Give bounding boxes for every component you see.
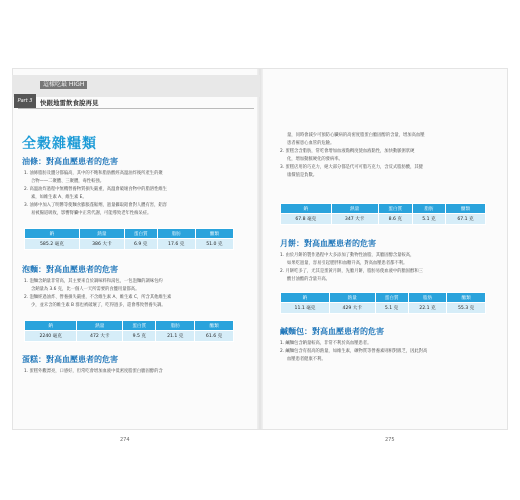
section-body-cake	[24, 368, 244, 376]
table-cell: 67.1 克	[446, 214, 486, 225]
body-line: 2. 泡麵經過油炸、營養損失嚴重，不含維生素 A、維生素 C，所含其他維生素	[24, 295, 172, 300]
body-line: 1. 蛋糕外觀漂亮，口感好，但常吃會增加血液中低密度脂蛋白膽固醇的含	[24, 369, 163, 374]
section-body-salty-bread	[280, 340, 498, 364]
table-row	[281, 303, 486, 314]
body-line: 1. 油條脂肪及鹽分都偏高，其中的不飽和脂肪酸經高溫油炸後所產生的聚	[24, 171, 163, 176]
table-header: 蛋白質	[375, 293, 408, 303]
table-header: 脂肪	[408, 293, 447, 303]
body-line: 患者罹患心血管的危險。	[287, 141, 335, 146]
table-cell: 429 大卡	[329, 303, 375, 314]
table-cell: 2240 毫克	[25, 331, 77, 342]
table-cell: 6.9 克	[124, 239, 157, 250]
table-cell: 21.1 克	[156, 331, 195, 342]
body-line: 2. 月餅吃多了，尤其是蛋黃月餅，先膽月餅，脂肪易使血液中的膽固醇和三	[280, 269, 423, 274]
body-line: 化，增加動脈硬化的發病率。	[287, 157, 343, 162]
section-title-cake: 蛋糕：對高血壓患者的危害	[22, 355, 118, 364]
header-rule	[18, 108, 254, 109]
table-cell: 17.6 克	[157, 239, 195, 250]
body-line: 3. 蛋糕店用的巧克力，絕大部分都是代可可脂巧克力，含反式脂肪酸，其健	[280, 165, 423, 170]
table-cell: 61.6 克	[195, 331, 234, 342]
table-header: 蛋白質	[124, 229, 157, 239]
table-header: 醣類	[195, 321, 234, 331]
section-title-noodles: 泡麵：對高血壓患者的危害	[22, 265, 118, 274]
nutrition-table-mooncake	[280, 292, 486, 314]
body-line: 1. 泡麵含鈉量非常高，其主要來自於調味料和湯包，一包泡麵的調味包約	[24, 279, 163, 284]
table-cell: 472 大卡	[77, 331, 123, 342]
section-body-mooncake	[280, 252, 498, 284]
table-cell: 5.1 克	[412, 214, 445, 225]
body-line: 1. 鹹麵包含鈉量較高，非常不利於高血壓患者。	[280, 341, 372, 346]
body-line: 如果吃過量，容易引起肥胖和血糖升高，對高血壓患者都不利。	[287, 261, 408, 266]
table-header: 脂肪	[156, 321, 195, 331]
page-number-left: 274	[120, 437, 130, 443]
table-header: 鈉	[25, 321, 77, 331]
book-gutter	[257, 69, 263, 429]
section-body-noodles	[24, 278, 244, 310]
table-header: 脂肪	[412, 204, 445, 214]
chapter-title: 快跟地雷飲食說再見	[40, 99, 99, 107]
body-line: 合物——二聚體、三聚體，毒性較強。	[31, 179, 105, 184]
body-line: 3. 油條中加入了明礬等使麵食膨脹蓬鬆劑，過量攝取鋁會對人體有害，鋁容	[24, 203, 167, 208]
body-line: 2. 高溫油炸過程中無機營養物質損失嚴重，高溫會破壞食物中的脂溶性維生	[24, 187, 167, 192]
table-cell: 5.1 克	[375, 303, 408, 314]
table-header: 熱量	[79, 229, 124, 239]
section-title-salty-bread: 鹹麵包：對高血壓患者的危害	[280, 327, 384, 336]
body-line: 血壓患者健康不利。	[287, 357, 326, 362]
body-line: 2. 鹹麵包含有很高的熱量，如維生素，礦物質等營養素則相對匱乏，因此對高	[280, 349, 428, 354]
section-body-youtiao	[24, 170, 244, 218]
table-cell: 11.1 毫克	[281, 303, 330, 314]
body-line: 素，如維生素 A、維生素 E。	[31, 195, 87, 200]
body-line: 酸甘油酯的含量升高。	[287, 277, 330, 282]
body-line: 1. 由於月餅的製作過程中大多添加了動物性油脂，其膽固醇含量較高，	[280, 253, 415, 258]
table-header: 蛋白質	[123, 321, 156, 331]
body-line: 2. 蛋糕含含脂肪，常吃會增加血液黏稠度使血液黏性，加快動脈粥狀硬	[280, 149, 415, 154]
table-cell: 386 大卡	[79, 239, 124, 250]
table-cell: 9.5 克	[123, 331, 156, 342]
table-cell: 347 大卡	[331, 214, 378, 225]
table-header: 鈉	[281, 204, 332, 214]
table-header: 熱量	[329, 293, 375, 303]
table-header: 醣類	[446, 204, 486, 214]
table-cell: 67.8 毫克	[281, 214, 332, 225]
nutrition-table-youtiao	[24, 228, 234, 250]
table-header: 熱量	[331, 204, 378, 214]
table-header: 熱量	[77, 321, 123, 331]
part-badge: Part 3	[14, 94, 36, 108]
table-row	[25, 331, 234, 342]
nutrition-table-cake	[280, 203, 486, 225]
page-title: 全穀雜糧類	[22, 136, 97, 152]
table-cell: 22.1 克	[408, 303, 447, 314]
table-header: 醣類	[195, 229, 233, 239]
nutrition-table-noodles	[24, 320, 234, 342]
table-header: 醣類	[447, 293, 486, 303]
body-line: 量，同時會減少可預防心臟病的高密度脂蛋白膽固醇的含量，增加高血壓	[287, 133, 425, 138]
series-label: 這樣吃最 HIGH	[40, 81, 87, 89]
table-header: 鈉	[25, 229, 80, 239]
section-title-mooncake: 月餅：對高血壓患者的危害	[280, 239, 376, 248]
table-cell: 51.0 克	[195, 239, 233, 250]
body-line: 康價值是負數。	[287, 173, 318, 178]
table-header: 鈉	[281, 293, 330, 303]
cake-continued-body	[280, 132, 498, 180]
table-row	[281, 214, 486, 225]
body-line: 少，並未含的維生素 B 群也被破壞了，吃得過多，還會導致營養失調。	[31, 303, 166, 308]
table-header: 蛋白質	[378, 204, 412, 214]
section-title-youtiao: 油條：對高血壓患者的危害	[22, 157, 118, 166]
table-cell: 8.6 克	[378, 214, 412, 225]
body-line: 易被腸道吸收，影響腎臟中正常代謝，可能導致老年性痴呆症。	[31, 211, 152, 216]
page-number-right: 275	[385, 437, 395, 443]
body-line: 含鈉量為 3.6 克，比一個人一天所需要的食鹽用量都高。	[31, 287, 140, 292]
table-header: 脂肪	[157, 229, 195, 239]
table-row	[25, 239, 234, 250]
table-cell: 585.2 毫克	[25, 239, 80, 250]
table-cell: 55.3 克	[447, 303, 486, 314]
